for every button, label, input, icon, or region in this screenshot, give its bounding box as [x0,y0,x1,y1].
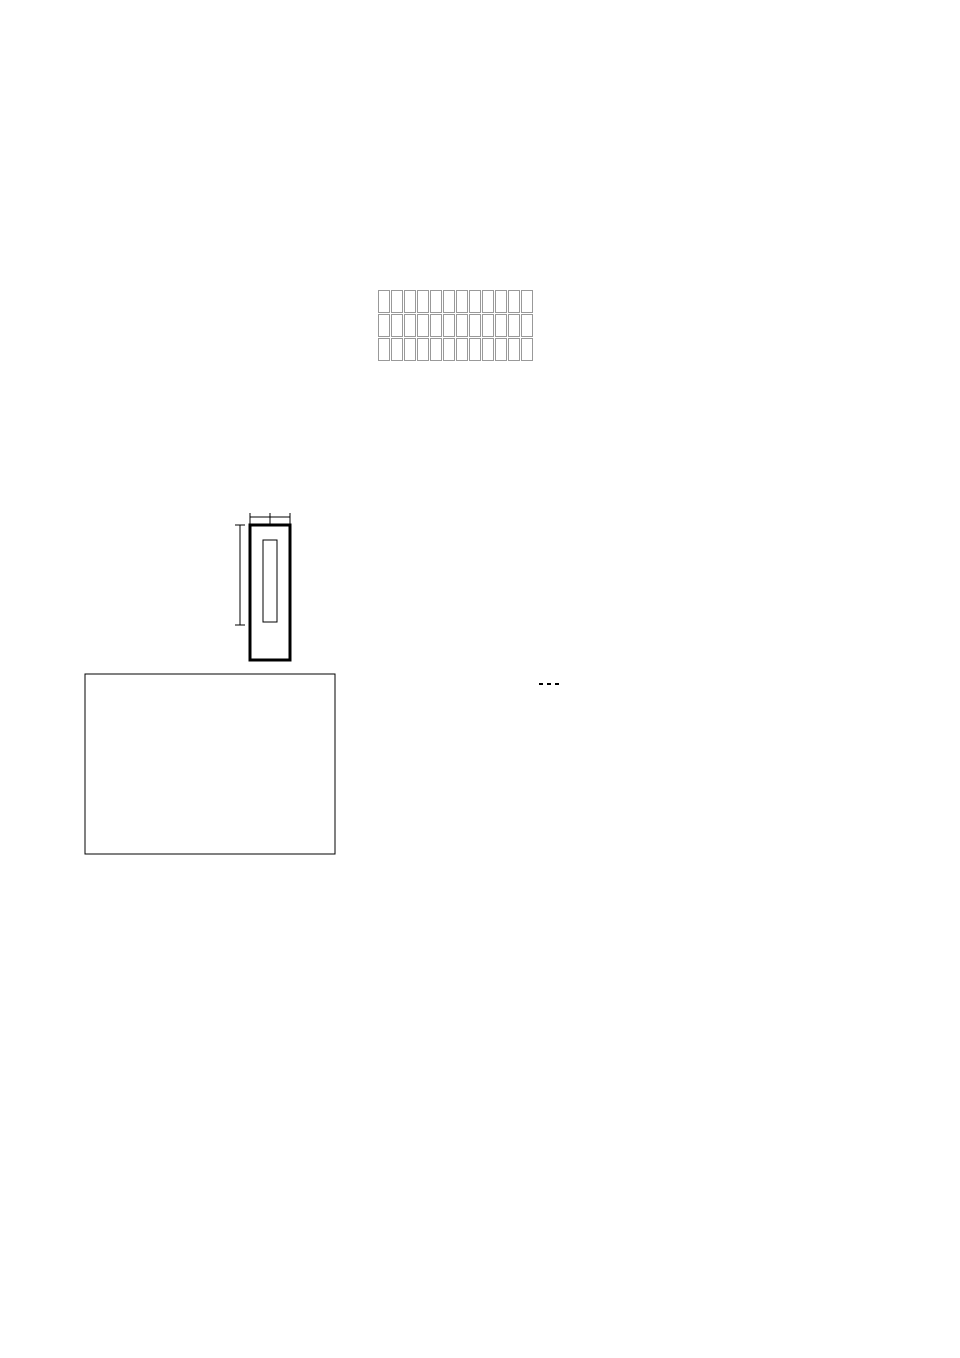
table-cell [430,338,442,361]
table-cell [469,290,481,313]
table-cell [508,314,520,337]
table-row [378,338,533,361]
table-cell [391,290,403,313]
table-cell [378,338,390,361]
nomogram-image[interactable] [80,666,345,871]
table-cell [495,314,507,337]
table-cell [482,314,494,337]
table-cell [417,338,429,361]
table-cell [456,338,468,361]
table-cell [404,338,416,361]
table-cell [391,314,403,337]
table-cell [521,290,533,313]
table-cell [378,314,390,337]
table-cell [456,314,468,337]
table-cell [521,314,533,337]
text [547,684,551,685]
table-cell [482,338,494,361]
table-cell [443,314,455,337]
table-cell [430,290,442,313]
table-cell [430,314,442,337]
table-2 [377,289,534,362]
table-header-row [378,290,533,313]
text [555,684,559,685]
table-cell [404,314,416,337]
table-cell [417,314,429,337]
table-cell [521,338,533,361]
table-cell [456,290,468,313]
table-cell [378,290,390,313]
text [539,684,543,685]
table-cell [417,290,429,313]
figure-rys5 [85,505,335,670]
table-row [378,314,533,337]
table-cell [495,338,507,361]
table-cell [508,290,520,313]
table-cell [495,290,507,313]
table-cell [391,338,403,361]
table-cell [404,290,416,313]
table-cell [469,338,481,361]
table-cell [508,338,520,361]
formula-ratio [539,683,563,685]
table-cell [443,290,455,313]
table-cell [443,338,455,361]
text [559,683,563,685]
table-cell [482,290,494,313]
table-cell [469,314,481,337]
